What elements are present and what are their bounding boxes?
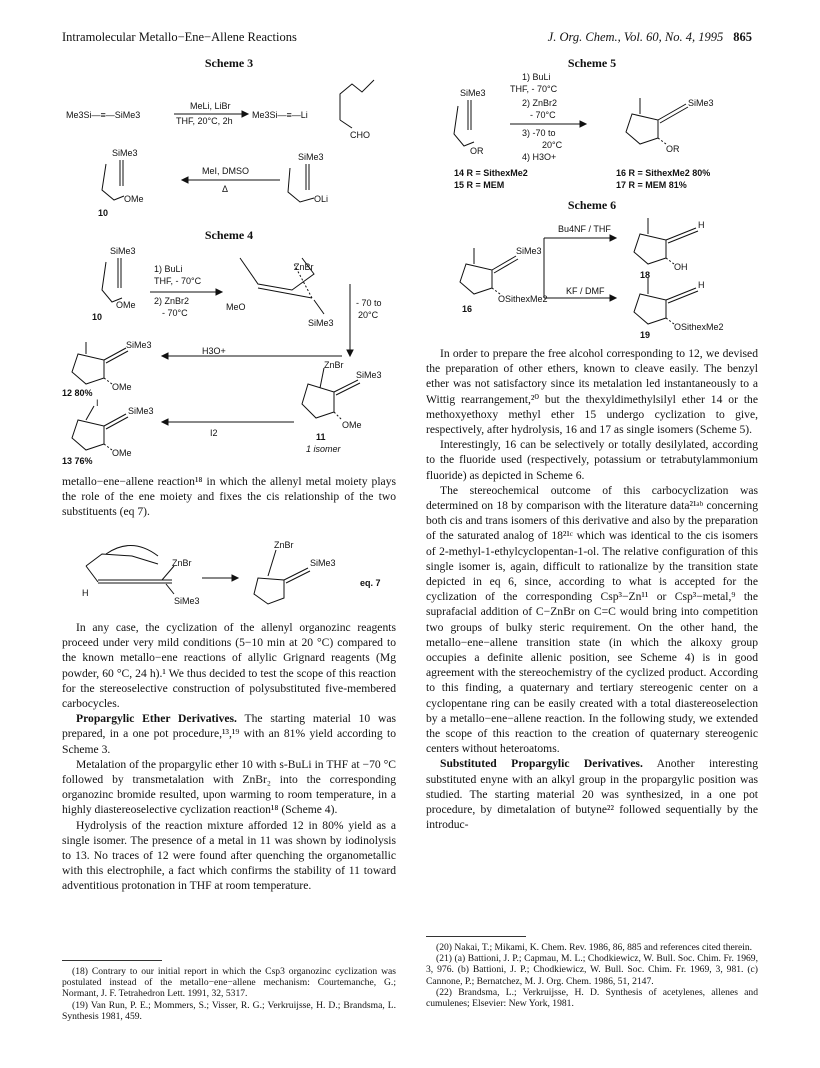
scheme5-step2: 2) ZnBr2	[522, 98, 558, 108]
scheme-4-figure	[62, 244, 396, 462]
footnote-22: (22) Brandsma, L.; Verkruijsse, H. D. Synthesis of acetylenes, allenes and cumulenes; Elsevier: New York, 1981.	[426, 986, 758, 1010]
scheme6-reagent-2: KF / DMF	[566, 286, 605, 296]
scheme4-temp: - 70 to	[356, 298, 382, 308]
footnote-rule-right	[426, 936, 526, 937]
scheme-4-title: Scheme 4	[204, 228, 254, 242]
scheme4-ome-a: OMe	[116, 300, 136, 310]
scheme3-cho: CHO	[350, 130, 370, 140]
scheme5-cpd-17: 17 R = MEM 81%	[616, 180, 687, 190]
running-header-journal	[548, 30, 752, 45]
footnotes-right	[426, 942, 758, 1009]
scheme4-iodo: I	[96, 398, 99, 408]
right-paragraph-4-body: Another interesting substituted enyne with an alkyl group in the propargylic position was studied. The starting material 20 was synthesized, in a one pot procedure, by dimetalation of butyne²² followed sequentially by the introduc-	[426, 757, 758, 832]
scheme3-cpd-10: 10	[98, 208, 109, 218]
scheme3-reagent-bottom: THF, 20°C, 2h	[176, 116, 233, 126]
scheme3-sime3-a: SiMe3	[112, 148, 138, 158]
left-column-text-1	[62, 474, 396, 520]
scheme3-delta: Δ	[222, 184, 229, 194]
scheme5-sime3-b: SiMe3	[688, 98, 714, 108]
scheme4-ome-c: OMe	[112, 382, 132, 392]
scheme-6-title: Scheme 6	[567, 198, 617, 212]
scheme5-step3: 3) -70 to	[522, 128, 556, 138]
eq7-sime3-b: SiMe3	[310, 558, 336, 568]
eq7-h: H	[82, 588, 89, 598]
scheme4-sime3-a: SiMe3	[110, 246, 136, 256]
scheme4-meo: MeO	[226, 302, 246, 312]
scheme5-or-a: OR	[470, 146, 484, 156]
scheme4-step2b: - 70°C	[162, 308, 188, 318]
scheme4-step1: 1) BuLi	[154, 264, 183, 274]
running-header-title: Intramolecular Metallo−Ene−Allene Reactions	[62, 30, 297, 44]
footnote-21: (21) (a) Battioni, J. P.; Capmau, M. L.; Chodkiewicz, W. Bull. Soc. Chim. Fr. 1969, 3, 976. (b) Battioni, J. P.; Chodkiewicz, W. Bull. Soc. Chim. Fr. 1969, 3, 981. (c) Cannone, P.; Bernatchez, M. J. Org. Chem. 1986, 51, 2147.	[426, 953, 758, 987]
left-paragraph-3	[62, 711, 396, 757]
right-paragraph-1: In order to prepare the free alcohol corresponding to 12, we devised the preparation of other ethers, known to cleave easily. The benzyl ether was not satisfactory since its metalation led instantaneously to a Wittig rearrangement,²⁰ but the thexyldimethylsilyl ether 14 or the methoxyethoxy methyl ether 15 undergo cyclization to give, respectively, after hydrolysis, 16 and 17 as single isomers (Scheme 5).	[426, 347, 758, 437]
eq7-sime3-a: SiMe3	[174, 596, 200, 606]
eq7-znbr-b: ZnBr	[274, 540, 294, 550]
scheme5-cpd-14: 14 R = SithexMe2	[454, 168, 528, 178]
scheme3-mei: MeI, DMSO	[202, 166, 250, 176]
scheme-5-title: Scheme 5	[567, 56, 617, 70]
left-column-text-2	[62, 620, 396, 894]
footnotes-left	[62, 966, 396, 1022]
eq7-label: eq. 7	[360, 578, 381, 588]
right-paragraph-2: Interestingly, 16 can be selectively or totally desilylated, according to the fluoride used (respectively, potassium or tetrabutylammonium fluoride) as depicted in Scheme 6.	[426, 438, 758, 482]
equation-7-figure	[62, 536, 396, 608]
left-paragraph-2: In any case, the cyclization of the allenyl organozinc reagents proceed under very mild conditions (5−10 min at 20 °C) compared to the known metallo−ene reactions of allylic Grignard reagents (Mg powder, 60 °C, 24 h).¹ We thus decided to test the scope of this reaction for the stereoselective construction of polysubstituted five-membered carbocycles.	[62, 621, 396, 711]
scheme5-step4: 4) H3O+	[522, 152, 557, 162]
left-subheading: Propargylic Ether Derivatives.	[76, 712, 237, 726]
scheme3-reagent-top: MeLi, LiBr	[190, 101, 231, 111]
footnote-rule-left	[62, 960, 162, 961]
scheme6-reagent-1: Bu4NF / THF	[558, 224, 611, 234]
scheme6-oh: OH	[674, 262, 688, 272]
scheme4-h3o: H3O+	[202, 346, 226, 356]
page-number: 865	[733, 30, 752, 44]
scheme4-cpd-13: 13 76%	[62, 456, 93, 466]
scheme3-ome: OMe	[124, 194, 144, 204]
scheme5-cpd-16: 16 R = SithexMe2 80%	[616, 168, 711, 178]
scheme6-sime3: SiMe3	[516, 246, 542, 256]
scheme6-h-b: H	[698, 280, 705, 290]
scheme6-osi-a: OSithexMe2	[498, 294, 548, 304]
scheme5-or-b: OR	[666, 144, 680, 154]
scheme4-sime3-b: SiMe3	[308, 318, 334, 328]
scheme4-isomer: 1 isomer	[306, 444, 341, 454]
scheme4-i2: I2	[210, 428, 218, 438]
right-paragraph-4	[426, 756, 758, 832]
scheme4-step2: 2) ZnBr2	[154, 296, 190, 306]
scheme6-h-a: H	[698, 220, 705, 230]
scheme4-sime3-e: SiMe3	[128, 406, 154, 416]
left-paragraph-3-body: The starting material 10 was prepared, in a one pot procedure,¹³,¹⁹ with an 81% yield according to Scheme 3.	[62, 712, 396, 756]
scheme4-cpd-11: 11	[316, 432, 326, 442]
left-paragraph-5: Hydrolysis of the reaction mixture afforded 12 in 80% yield as a single isomer. The presence of a metal in 11 was shown by iodinolysis to 13. No traces of 12 were found after quenching the organometallic with this electrophile, a fact which confirms the stability of 11 toward adventitious protonation in THF at room temperature.	[62, 818, 396, 893]
footnote-20: (20) Nakai, T.; Mikami, K. Chem. Rev. 1986, 86, 885 and references cited therein.	[436, 942, 753, 953]
eq7-znbr-a: ZnBr	[172, 558, 192, 568]
scheme4-sime3-c: SiMe3	[356, 370, 382, 380]
scheme6-osi-b: OSithexMe2	[674, 322, 724, 332]
scheme6-cpd-19: 19	[640, 330, 651, 340]
scheme5-step2b: - 70°C	[530, 110, 556, 120]
scheme3-reactant: Me3Si—≡—SiMe3	[66, 110, 141, 120]
scheme5-step3b: 20°C	[542, 140, 563, 150]
scheme4-cpd-12: 12 80%	[62, 388, 93, 398]
left-paragraph-1: metallo−ene−allene reaction¹⁸ in which the allenyl metal moiety plays the role of the ene moiety and fixes the cis relationship of the two substituents (eq 7).	[62, 475, 396, 519]
scheme3-oli: OLi	[314, 194, 329, 204]
scheme4-step1b: THF, - 70°C	[154, 276, 202, 286]
scheme6-cpd-18: 18	[640, 270, 651, 280]
scheme-3-title: Scheme 3	[204, 56, 254, 70]
scheme5-cpd-15: 15 R = MEM	[454, 180, 505, 190]
scheme4-temp2: 20°C	[358, 310, 379, 320]
right-paragraph-3: The stereochemical outcome of this carbocyclization was determined on 18 by comparison with the literature data²¹ᵃᵇ concerning both cis and trans isomers of this derivative and also by the preparation of the saturated analog of 18²¹ᶜ which was identical to the cis isomers of 2-methyl-1-ethylcyclopentan-1-ol. The relative configuration of this single isomer is, again, difficult to rationalize by the transition state depicted in eq 6, since, according to what is accepted for the cyclization of the corresponding Csp³−Zn¹¹ or Csp³−metal,⁹ the suprafacial addition of C−ZnBr on C=C would bring into competition two groups of bulky steric requirement. On the other hand, the metallo−ene−allene transition state (in which the alkoxy group occupies a definite allenic position, see Scheme 4) is in good agreement with the stereochemistry of the cyclized product. According to this finding, a quaternary and tertiary stereogenic center on a cyclopentane ring can be easily created with a total diastereoselection by a metallo−ene−allene reaction. In the following study, we extended the scope of this reaction to the creation of quaternary stereogenic centers without heteroatoms.	[426, 483, 758, 756]
scheme4-znbr-b: ZnBr	[324, 360, 344, 370]
right-subheading: Substituted Propargylic Derivatives.	[440, 757, 643, 771]
scheme-5-figure	[426, 70, 758, 194]
footnote-18: (18) Contrary to our initial report in which the Csp3 organozinc cyclization was postulated instead of the metallo−ene−allene mechanism: Courtemanche, G.; Normant, J. F. Tetrahedron Lett. 1991, 32, 5317.	[62, 966, 396, 1000]
right-column-text	[426, 346, 758, 833]
scheme5-step1: 1) BuLi	[522, 72, 551, 82]
scheme-6-figure	[426, 214, 758, 340]
scheme4-sime3-d: SiMe3	[126, 340, 152, 350]
footnote-19: (19) Van Run, P. E.; Mommers, S.; Visser, R. G.; Verkruijsse, H. D.; Brandsma, L. Synthesis 1981, 459.	[62, 999, 396, 1022]
scheme6-cpd-16: 16	[462, 304, 473, 314]
scheme5-step1b: THF, - 70°C	[510, 84, 558, 94]
scheme4-cpd-10: 10	[92, 312, 103, 322]
scheme3-product: Me3Si—≡—Li	[252, 110, 308, 120]
journal-citation: J. Org. Chem., Vol. 60, No. 4, 1995	[547, 30, 724, 44]
scheme4-znbr-a: ZnBr	[294, 262, 314, 272]
scheme4-ome-b: OMe	[342, 420, 362, 430]
scheme5-sime3-a: SiMe3	[460, 88, 486, 98]
scheme-3-figure	[62, 72, 396, 222]
scheme4-ome-d: OMe	[112, 448, 132, 458]
scheme3-sime3-b: SiMe3	[298, 152, 324, 162]
left-paragraph-4: Metalation of the propargylic ether 10 with s-BuLi in THF at −70 °C followed by transmetalation with ZnBr₂ into the corresponding organozinc bromide resulted, upon warming to room temperature, in a highly diastereoselective cyclization reaction¹⁸ (Scheme 4).	[62, 757, 396, 817]
